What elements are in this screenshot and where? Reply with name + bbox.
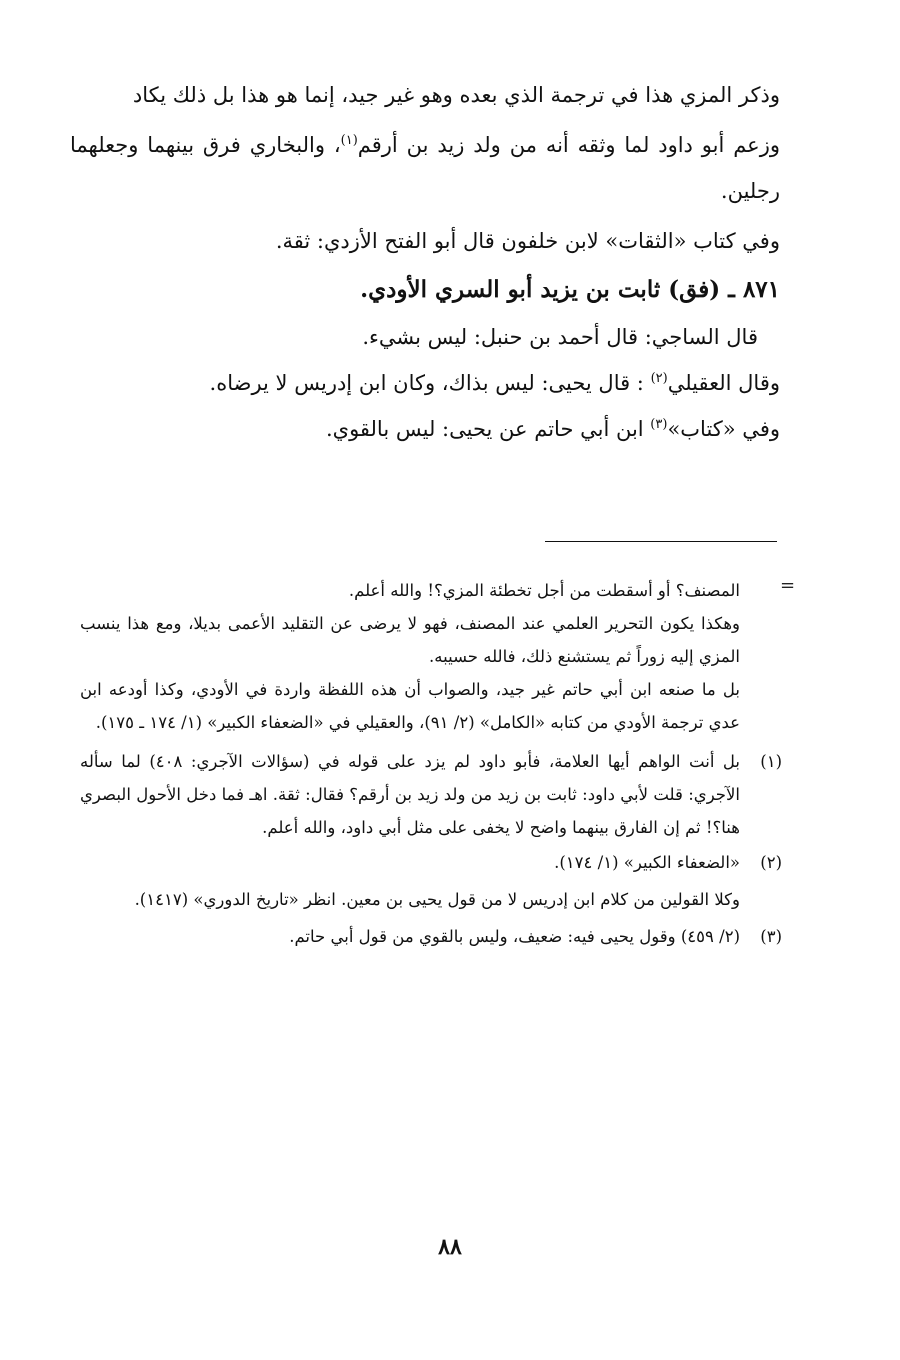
abu-dawud-text-cont: ، والبخاري فرق بينهما وجعلهما رجلين. bbox=[70, 133, 780, 203]
paragraph-uqayli bbox=[70, 360, 780, 406]
footnote-2-extra: وكلا القولين من كلام ابن إدريس لا من قول يحيى بن معين. انظر «تاريخ الدوري» (١٤١٧). bbox=[134, 890, 740, 909]
paragraph-kitab bbox=[70, 406, 780, 452]
footnote-continued-3: بل ما صنعه ابن أبي حاتم غير جيد، والصواب أن هذه اللفظة واردة في الأودي، وكذا أودعه ابن عدي ترجمة الأودي من كتابه «الكامل» (٢/ ٩١)، والعقيلي في «الضعفاء الكبير» (١/ ١٧٤ ـ ١٧٥). bbox=[80, 680, 740, 732]
footnotes-area bbox=[80, 574, 782, 953]
paragraph-abu-dawud bbox=[70, 122, 780, 214]
footnote-3-text: (٢/ ٤٥٩) وقول يحيى فيه: ضعيف، وليس بالقوي من قول أبي حاتم. bbox=[289, 927, 740, 946]
abu-dawud-text: وزعم أبو داود لما وثقه أنه من ولد زيد بن أرقم bbox=[357, 133, 780, 157]
kitab-text-a: وفي «كتاب» bbox=[667, 417, 780, 441]
uqayli-text-a: وقال العقيلي bbox=[667, 371, 780, 395]
footnote-ref-1[interactable]: (١) bbox=[340, 133, 358, 148]
footnote-3-number: (٣) bbox=[760, 927, 782, 946]
entry-heading: ٨٧١ ـ (فق) ثابت بن يزيد أبو السري الأودي. bbox=[360, 276, 780, 303]
main-text bbox=[70, 72, 780, 452]
kitab-text-b: ابن أبي حاتم عن يحيى: ليس بالقوي. bbox=[325, 417, 651, 441]
footnote-continued-2: وهكذا يكون التحرير العلمي عند المصنف، فهو لا يرضى عن التقليد الأعمى بديلا، ومع هذا ينسب المزي إليه زوراً ثم يستشنع ذلك، فالله حسيبه. bbox=[80, 614, 740, 666]
footnote-1-number: (١) bbox=[760, 752, 782, 771]
continuation-mark: = bbox=[780, 575, 796, 596]
paragraph-sajji: قال الساجي: قال أحمد بن حنبل: ليس بشيء. bbox=[362, 325, 758, 349]
footnote-ref-3[interactable]: (٣) bbox=[650, 417, 668, 432]
footnote-ref-2[interactable]: (٢) bbox=[650, 371, 668, 386]
footnote-2 bbox=[80, 846, 782, 916]
footnote-1-text: بل أنت الواهم أيها العلامة، فأبو داود لم يزد على قوله في (سؤالات الآجري: ٤٠٨) لما سأله الآجري: قلت لأبي داود: ثابت بن زيد من ولد زيد بن أرقم؟ فقال: ثقة. اهـ فما دخل الأحول البصري هنا؟! ثم إن الفارق بينهما واضح لا يخفى على مثل أبي داود، والله أعلم. bbox=[80, 752, 741, 837]
footnote-2-number: (٢) bbox=[760, 853, 782, 872]
footnote-2-text: «الضعفاء الكبير» (١/ ١٧٤). bbox=[554, 853, 740, 872]
paragraph-thiqat: وفي كتاب «الثقات» لابن خلفون قال أبو الفتح الأزدي: ثقة. bbox=[275, 229, 780, 253]
uqayli-text-b: : قال يحيى: ليس بذاك، وكان ابن إدريس لا يرضاه. bbox=[209, 371, 651, 395]
page-number: ٨٨ bbox=[438, 1234, 462, 1260]
footnote-continued-1: المصنف؟ أو أسقطت من أجل تخطئة المزي؟! والله أعلم. bbox=[348, 581, 740, 600]
footnote-separator bbox=[545, 541, 777, 542]
paragraph-mizzi: وذكر المزي هذا في ترجمة الذي بعده وهو غير جيد، إنما هو هذا بل ذلك يكاد bbox=[132, 83, 780, 107]
footnote-3 bbox=[80, 920, 782, 953]
footnote-1 bbox=[80, 745, 782, 844]
